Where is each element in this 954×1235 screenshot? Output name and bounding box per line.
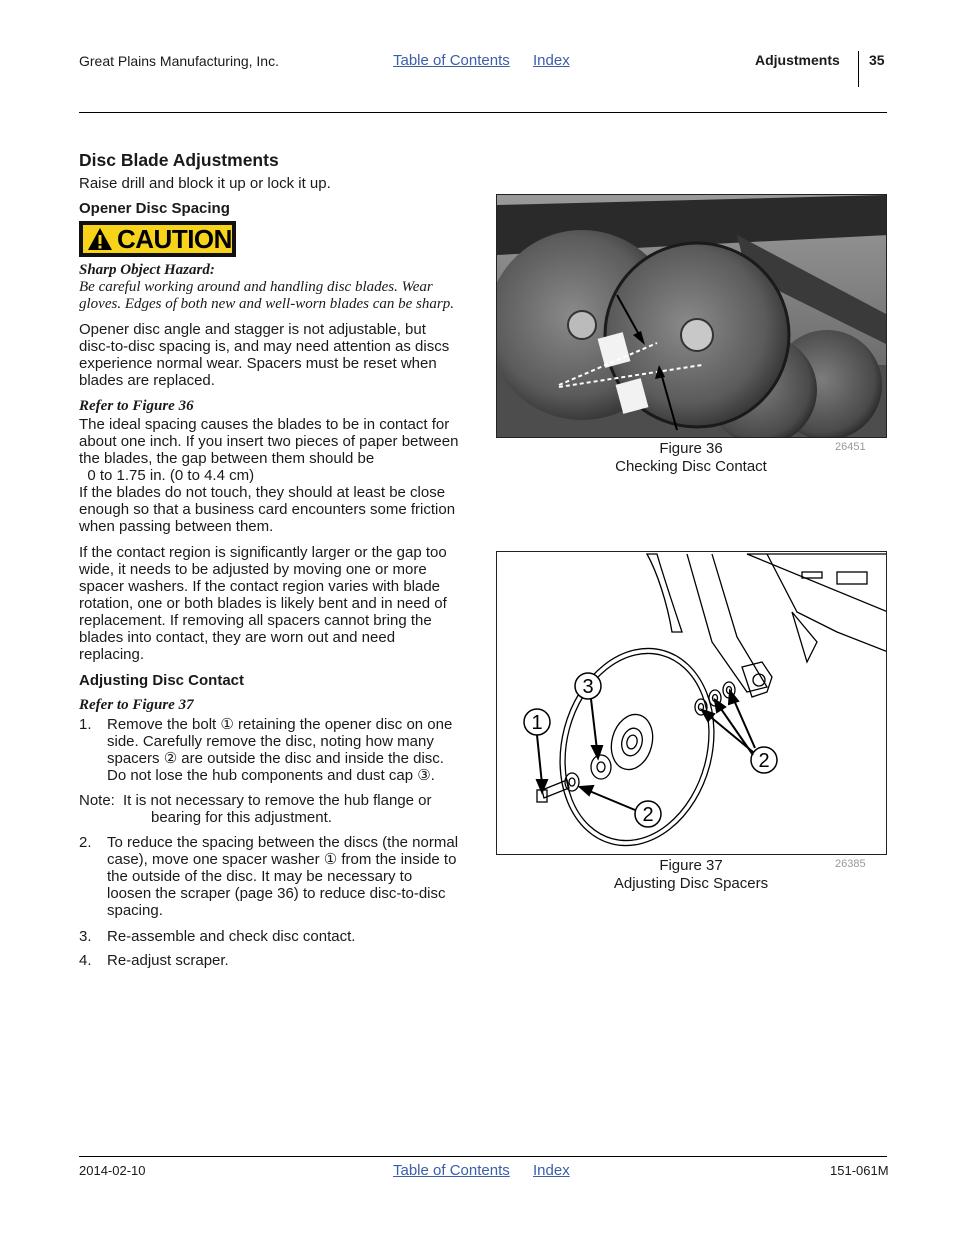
spacing-paragraph-1 <box>79 321 449 389</box>
refer-figure-37: Refer to Figure 37 <box>79 697 194 713</box>
figure-37-caption <box>586 857 796 893</box>
spacing-paragraph-3 <box>79 544 447 663</box>
text-line: the outside of the disc. It may be necessary to <box>107 868 413 885</box>
figure-36-id: 26451 <box>835 441 866 453</box>
disc-contact-photo <box>497 195 887 438</box>
header-toc-link[interactable]: Table of Contents <box>393 52 510 69</box>
text-line: case), move one spacer washer ① from the inside to <box>107 851 457 868</box>
text-line: If the blades do not touch, they should at least be close <box>79 484 446 501</box>
text-line: about one inch. If you insert two pieces of paper between <box>79 433 459 450</box>
text-line: spacer washers. If the contact region varies with blade <box>79 578 441 595</box>
step-number: 3. <box>79 928 92 945</box>
text-line: The ideal spacing causes the blades to be in contact for <box>79 416 450 433</box>
figure-37-id: 26385 <box>835 858 866 870</box>
adjusting-heading: Adjusting Disc Contact <box>79 672 245 689</box>
text-line: It is not necessary to remove the hub flange or <box>123 792 432 809</box>
text-line: when passing between them. <box>79 518 274 535</box>
header-divider <box>858 51 859 87</box>
doc-number: 151-061M <box>830 1163 889 1178</box>
text-line: blades are replaced. <box>79 372 215 389</box>
figure-label: Figure 36 <box>659 440 723 457</box>
header-rule <box>79 112 887 113</box>
figure-title: Checking Disc Contact <box>615 458 767 475</box>
text-line: blades into contact, they are worn out and need <box>79 629 396 646</box>
callout-2-outer: 2 <box>642 804 654 826</box>
text-line: wide, it needs to be adjusted by moving one or more <box>79 561 427 578</box>
text-line: side. Carefully remove the disc, noting how many <box>107 733 434 750</box>
note-label: Note: <box>79 792 115 809</box>
text-line: rotation, one or both blades is likely bent and in need of <box>79 595 447 612</box>
text-line: Remove the bolt ① retaining the opener disc on one <box>107 716 453 733</box>
disc-spacer-diagram <box>497 552 887 855</box>
text-line: Re-assemble and check disc contact. <box>107 928 356 945</box>
intro-text: Raise drill and block it up or lock it up. <box>79 175 331 192</box>
figure-label: Figure 37 <box>659 857 723 874</box>
text-line: enough so that a business card encounters some friction <box>79 501 456 518</box>
text-line: 0 to 1.75 in. (0 to 4.4 cm) <box>79 467 255 484</box>
caution-label <box>79 221 236 257</box>
caution-text: CAUTION <box>117 223 232 254</box>
hazard-line-2: gloves. Edges of both new and well-worn blades can be sharp. <box>79 296 454 312</box>
footer-index-link[interactable]: Index <box>533 1162 570 1179</box>
callout-3: 3 <box>582 676 594 698</box>
text-line: disc-to-disc spacing is, and may need attention as discs <box>79 338 450 355</box>
step-2 <box>79 834 458 919</box>
footer-date: 2014-02-10 <box>79 1163 146 1178</box>
callout-1: 1 <box>531 712 543 734</box>
text-line: replacing. <box>79 646 145 663</box>
text-line: spacers ② are outside the disc and inside the disc. <box>107 750 444 767</box>
footer-rule <box>79 1156 887 1157</box>
text-line: Re-adjust scraper. <box>107 952 229 969</box>
text-line: loosen the scraper (page 36) to reduce disc-to-disc <box>107 885 446 902</box>
hazard-line-1: Be careful working around and handling disc blades. Wear <box>79 279 433 295</box>
text-line: experience normal wear. Spacers must be reset when <box>79 355 437 372</box>
figure-37-drawing <box>496 551 887 855</box>
figure-title: Adjusting Disc Spacers <box>613 875 769 892</box>
page-number: 35 <box>869 52 885 68</box>
figure-36-caption <box>586 440 796 476</box>
text-line: If the contact region is significantly larger or the gap too <box>79 544 447 561</box>
step-number: 2. <box>79 834 92 851</box>
callout-2-inner: 2 <box>758 750 770 772</box>
text-line: To reduce the spacing between the discs (the normal <box>107 834 459 851</box>
section-name: Adjustments <box>755 52 840 68</box>
text-line: spacing. <box>107 902 163 919</box>
company-name: Great Plains Manufacturing, Inc. <box>79 53 279 69</box>
warning-triangle-icon <box>87 227 113 251</box>
figure-36-photo <box>496 194 887 438</box>
text-line: the blades, the gap between them should be <box>79 450 375 467</box>
footer-toc-link[interactable]: Table of Contents <box>393 1162 510 1179</box>
text-line: replacement. If removing all spacers cannot bring the <box>79 612 432 629</box>
text-line: Do not lose the hub components and dust cap ③. <box>107 767 435 784</box>
refer-figure-36: Refer to Figure 36 <box>79 398 194 414</box>
spacing-paragraph-2 <box>79 416 458 535</box>
text-line: Opener disc angle and stagger is not adjustable, but <box>79 321 426 338</box>
step-1 <box>79 716 452 784</box>
step-number: 4. <box>79 952 92 969</box>
step-number: 1. <box>79 716 92 733</box>
step-3 <box>79 928 355 945</box>
step-4 <box>79 952 229 969</box>
opener-spacing-heading: Opener Disc Spacing <box>79 200 230 217</box>
hazard-title: Sharp Object Hazard: <box>79 262 215 278</box>
note <box>79 792 432 826</box>
section-title: Disc Blade Adjustments <box>79 150 279 170</box>
header-index-link[interactable]: Index <box>533 52 570 69</box>
text-line: bearing for this adjustment. <box>151 809 332 826</box>
